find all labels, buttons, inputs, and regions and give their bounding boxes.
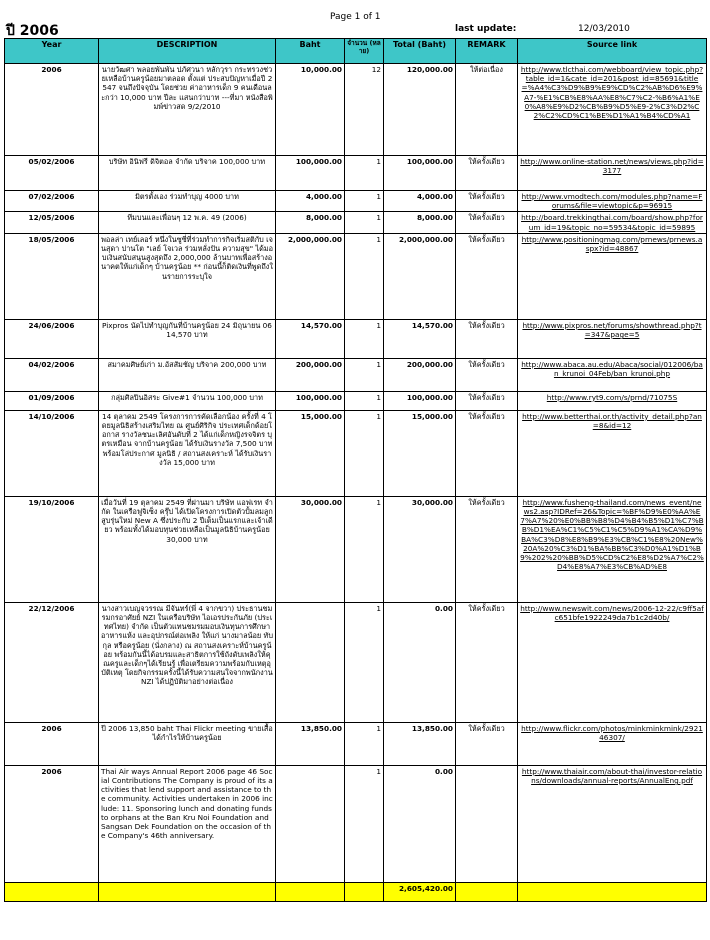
grand-total: 2,605,420.00 [384,882,456,901]
table-row [5,410,707,496]
table-row [5,722,707,765]
table-row [5,64,707,156]
row-year: 24/06/2006 [5,319,99,358]
row-remark [456,765,518,882]
donation-table [4,38,707,902]
row-year: 2006 [5,722,99,765]
row-baht: 2,000,000.00 [276,233,345,319]
last-update-date: 12/03/2010 [578,24,630,34]
row-baht: 8,000.00 [276,212,345,233]
row-baht: 100,000.00 [276,156,345,191]
row-qty: 1 [345,233,384,319]
col-header-total: Total (Baht) [384,39,456,64]
row-remark: ให้ครั้งเดียว [456,410,518,496]
row-description: เมื่อวันที่ 19 ตุลาคม 2549 ที่ผ่านมา บริษัท แอฟเรท จำกัด ในเครือฟูจิเซ็ง ครุ๊ป ได้เปิดโครงการเปิดตัวปั้มลมลูกสูบรุ่นใหม่ New A ซึ่งประกับ 2 ปีเต็มเป็นแรกและเจ้าเดียว พร้อมทั้งได้มอบทุนช่วยเหลือเป็นมูลนิธิบ้านครูน้อย 30,000 บาท [99,496,276,602]
row-description: ทีมบนและเพื่อนๆ 12 พ.ค. 49 (2006) [99,212,276,233]
row-source-link[interactable]: http://www.pixpros.net/forums/showthread.php?t=347&page=5 [518,319,707,358]
row-source-link[interactable]: http://www.vmodtech.com/modules.php?name=Forums&file=viewtopic&p=96915 [518,191,707,212]
row-year: 19/10/2006 [5,496,99,602]
row-baht: 15,000.00 [276,410,345,496]
row-remark: ให้ครั้งเดียว [456,319,518,358]
row-total: 30,000.00 [384,496,456,602]
row-remark: ให้ครั้งเดียว [456,233,518,319]
row-total: 0.00 [384,765,456,882]
last-update-label: last update: [455,24,517,34]
table-row [5,391,707,410]
row-description: นายวัฒศา พลอยพันพัน ปภัศวนา หลักวุรา กระทรวงช่วยเหลือบ้านครูน้อยมาตลอด ตั้งแต่ ประสบปัญหาเมื่อปี 2547 จนถึงปัจจุบัน โดยช่วย ค่าอาหารเด็ก 9 คนเดือนละกว่า 10,000 บาท ปีละ แสนกว่าบาท ---ที่มา หนังสือพิมพ์ข่าวสด 9/2/2010 [99,64,276,156]
row-source-link[interactable]: http://www.flickr.com/photos/minkminkmink/292146307/ [518,722,707,765]
row-total: 0.00 [384,602,456,722]
row-baht [276,765,345,882]
row-year: 04/02/2006 [5,358,99,391]
row-total: 200,000.00 [384,358,456,391]
col-header-source-link: Source link [518,39,707,64]
row-total: 120,000.00 [384,64,456,156]
row-qty: 1 [345,156,384,191]
row-baht: 200,000.00 [276,358,345,391]
row-remark: ให้ครั้งเดียว [456,602,518,722]
table-row [5,602,707,722]
row-total: 100,000.00 [384,391,456,410]
row-qty: 1 [345,496,384,602]
row-qty: 1 [345,722,384,765]
col-header-year: Year [5,39,99,64]
row-qty: 12 [345,64,384,156]
row-source-link[interactable]: http://www.online-station.net/news/views.php?id=3177 [518,156,707,191]
table-row [5,765,707,882]
table-row [5,191,707,212]
table-row [5,496,707,602]
row-description: พอลล่า เทย์เลอร์ หนึ่งในซูซี่ที่ร่วมทำการกิจเริ่มสติกับ เจนสุดา ปานโต "เลย์ โจเวล ร่วมหลั่งปัน ความสุข" ได้มอบเงินสนับสนุนสูงสุดถึง 2,000,000 ล้านบาทเพื่อสร้างอนาคตให้แก่เด็กๆ บ้านครูน้อย ** ก่อนนี้ก็ติดเงินที่พูดถึงในรายการระบุใจ [99,233,276,319]
col-header-description: DESCRIPTION [99,39,276,64]
row-remark: ให้ครั้งเดียว [456,391,518,410]
row-total: 15,000.00 [384,410,456,496]
row-year: 2006 [5,765,99,882]
row-baht: 100,000.00 [276,391,345,410]
row-total: 2,000,000.00 [384,233,456,319]
row-qty: 1 [345,319,384,358]
row-description: มิตรตั้งเอง ร่วมทำบุญ 4000 บาท [99,191,276,212]
table-row [5,233,707,319]
row-baht [276,602,345,722]
row-remark: ให้ต่อเนื่อง [456,64,518,156]
row-year: 01/09/2006 [5,391,99,410]
row-description: ปี 2006 13,850 baht Thai Flickr meeting ขายเสื้อ ได้กำไรให้บ้านครูน้อย [99,722,276,765]
row-year: 05/02/2006 [5,156,99,191]
col-header-remark: REMARK [456,39,518,64]
row-total: 4,000.00 [384,191,456,212]
row-source-link[interactable]: http://www.fusheng-thailand.com/news_event/news2.asp?IDRef=26&Topic=%BF%D9%E0%AA%E7%A7%20%E0%BB%B8%D4%B4%B5%D1%C7%BB%D1%EA%C1%C5%C1%C5%D9%A1%CA%D9%BA%C3%D8%E8%B9%E3%CB%C1%E8%20New%20A%20%C3%D1%BA%BB%C3%D0%A1%D1%B9%202%20%BB%D5%CD%C2%E8%D2%A7%C2%D4%E8%A7%E3%CB%AD%E8 [518,496,707,602]
row-source-link[interactable]: http://www.ryt9.com/s/prnd/71075S [518,391,707,410]
row-baht: 14,570.00 [276,319,345,358]
row-description: 14 ตุลาคม 2549 โครงการการคัดเลือกน้อง ครั้งที่ 4 โดยมูลนิธิสร้างเสริมไทย ณ ศูนย์ศิริกิจ ประเทศเด็กด้อยโอกาส รางวัลชนะเลิศอันดับที่ 2 ได้แก่เด็กหญิงรจจิตร บุตรเหมือน จากบ้านครูน้อย ได้รับเงินรางวัล 7,500 บาทพร้อมโล่ประกาศ มูลนิธิ / สถานสงเคราะห์ ได้รับเงินรางวัล 15,000 บาท [99,410,276,496]
row-baht: 10,000.00 [276,64,345,156]
row-baht: 4,000.00 [276,191,345,212]
row-year: 18/05/2006 [5,233,99,319]
total-row [5,882,707,901]
row-year: 22/12/2006 [5,602,99,722]
row-remark: ให้ครั้งเดียว [456,496,518,602]
col-header-baht: Baht [276,39,345,64]
row-qty: 1 [345,391,384,410]
row-qty: 1 [345,410,384,496]
row-total: 14,570.00 [384,319,456,358]
row-baht: 30,000.00 [276,496,345,602]
row-source-link[interactable]: http://www.betterthai.or.th/activity_detail.php?an=8&id=12 [518,410,707,496]
row-qty: 1 [345,358,384,391]
row-year: 12/05/2006 [5,212,99,233]
row-source-link[interactable]: http://www.thaiair.com/about-thai/investor-relations/downloads/annual-reports/AnnualEng.pdf [518,765,707,882]
col-header-qty: จำนวน (หลาย) [345,39,384,64]
header-row [5,39,707,64]
table-row [5,358,707,391]
page-info: Page 1 of 1 [330,12,381,22]
row-qty: 1 [345,602,384,722]
table-row [5,156,707,191]
row-remark: ให้ครั้งเดียว [456,156,518,191]
row-year: 14/10/2006 [5,410,99,496]
row-total: 13,850.00 [384,722,456,765]
row-source-link[interactable]: http://www.tlcthai.com/webboard/view_topic.php?table_id=1&cate_id=201&post_id=85691&title=%A4%C3%D9%B9%E9%CD%C2%AB%D6%E9%A7-%E1%CB%E8%AA%E8%C7%C2-%B6%A1%E0%A8%E9%D2%CB%B9%D5%E9-2%C3%D2%C2%C2%CD%C1%BE%D1%A1%B4%CD%A1 [518,64,707,156]
row-remark: ให้ครั้งเดียว [456,191,518,212]
row-source-link[interactable]: http://www.abaca.au.edu/Abaca/social/012006/ban_krunoi_04Feb/ban_krunoi.php [518,358,707,391]
table-row [5,319,707,358]
year-title: ปี 2006 [6,23,59,39]
row-remark: ให้ครั้งเดียว [456,722,518,765]
row-description: Pixpros นัดไปทำบุญกันที่บ้านครูน้อย 24 มิถุนายน 06 14,570 บาท [99,319,276,358]
row-description: นางสาวเบญจวรรณ มีจันทร์(พี่ 4 จากขวา) ประธานชมรมกรอาศัยย์ NZI ในเครือบริษัท ไอเอรประกันภัย (ประเทศไทย) จำกัด เป็นตัวแทนชมรมมอบเงินทุนการศึกษา อาหารแห้ง และอุปกรณ์ต่อเพลิง ให้แก่ นางมาลน้อย ทับกุล หรือครูน้อย (นั่งกลาง) ณ สถานสงเคราะห์บ้านครูน้อย พร้อมกันนี้ได้อบรมและสาธิตการใช้ถังดับเพลิงให้คุณครูและเด็กๆได้เรียนรู้ เพื่อเตรียมความพร้อมกับเหตุอุบัติเหตุ โดยกิจกรรมครั้งนี้ได้รับความสนใจจากพนักงาน NZI ได้ปฏิบัติมาอย่างต่อเนื่อง [99,602,276,722]
row-qty: 1 [345,191,384,212]
row-remark: ให้ครั้งเดียว [456,212,518,233]
row-year: 07/02/2006 [5,191,99,212]
row-qty: 1 [345,212,384,233]
row-source-link[interactable]: http://board.trekkingthai.com/board/show.php?forum_id=19&topic_no=59534&topic_id=59895 [518,212,707,233]
row-source-link[interactable]: http://www.newswit.com/news/2006-12-22/c9ff5afc651bfe1922249da7b1c2d40b/ [518,602,707,722]
row-total: 100,000.00 [384,156,456,191]
row-description: บริษัท อินิฟรี ดิจิตอล จำกัด บริจาค 100,000 บาท [99,156,276,191]
row-year: 2006 [5,64,99,156]
row-remark: ให้ครั้งเดียว [456,358,518,391]
row-description: สมาคมศิษย์เก่า ม.อัสสัมชัญ บริจาค 200,000 บาท [99,358,276,391]
row-description: กลุ่มศิลปินอิสระ Give#1 จำนวน 100,000 บาท [99,391,276,410]
row-baht: 13,850.00 [276,722,345,765]
table-row [5,212,707,233]
row-total: 8,000.00 [384,212,456,233]
row-source-link[interactable]: http://www.positioningmag.com/prnews/prnews.aspx?id=48867 [518,233,707,319]
row-qty: 1 [345,765,384,882]
row-description: Thai Air ways Annual Report 2006 page 46 Social Contributions The Company is proud of its activities that lend support and assistance to the community. Activities undertaken in 2006 include: 11. Sponsoring lunch and donating funds to orphans at the Ban Kru Noi Foundation and Sangsan Dek Foundation on the occasion of the Company's 46th anniversary. [99,765,276,882]
